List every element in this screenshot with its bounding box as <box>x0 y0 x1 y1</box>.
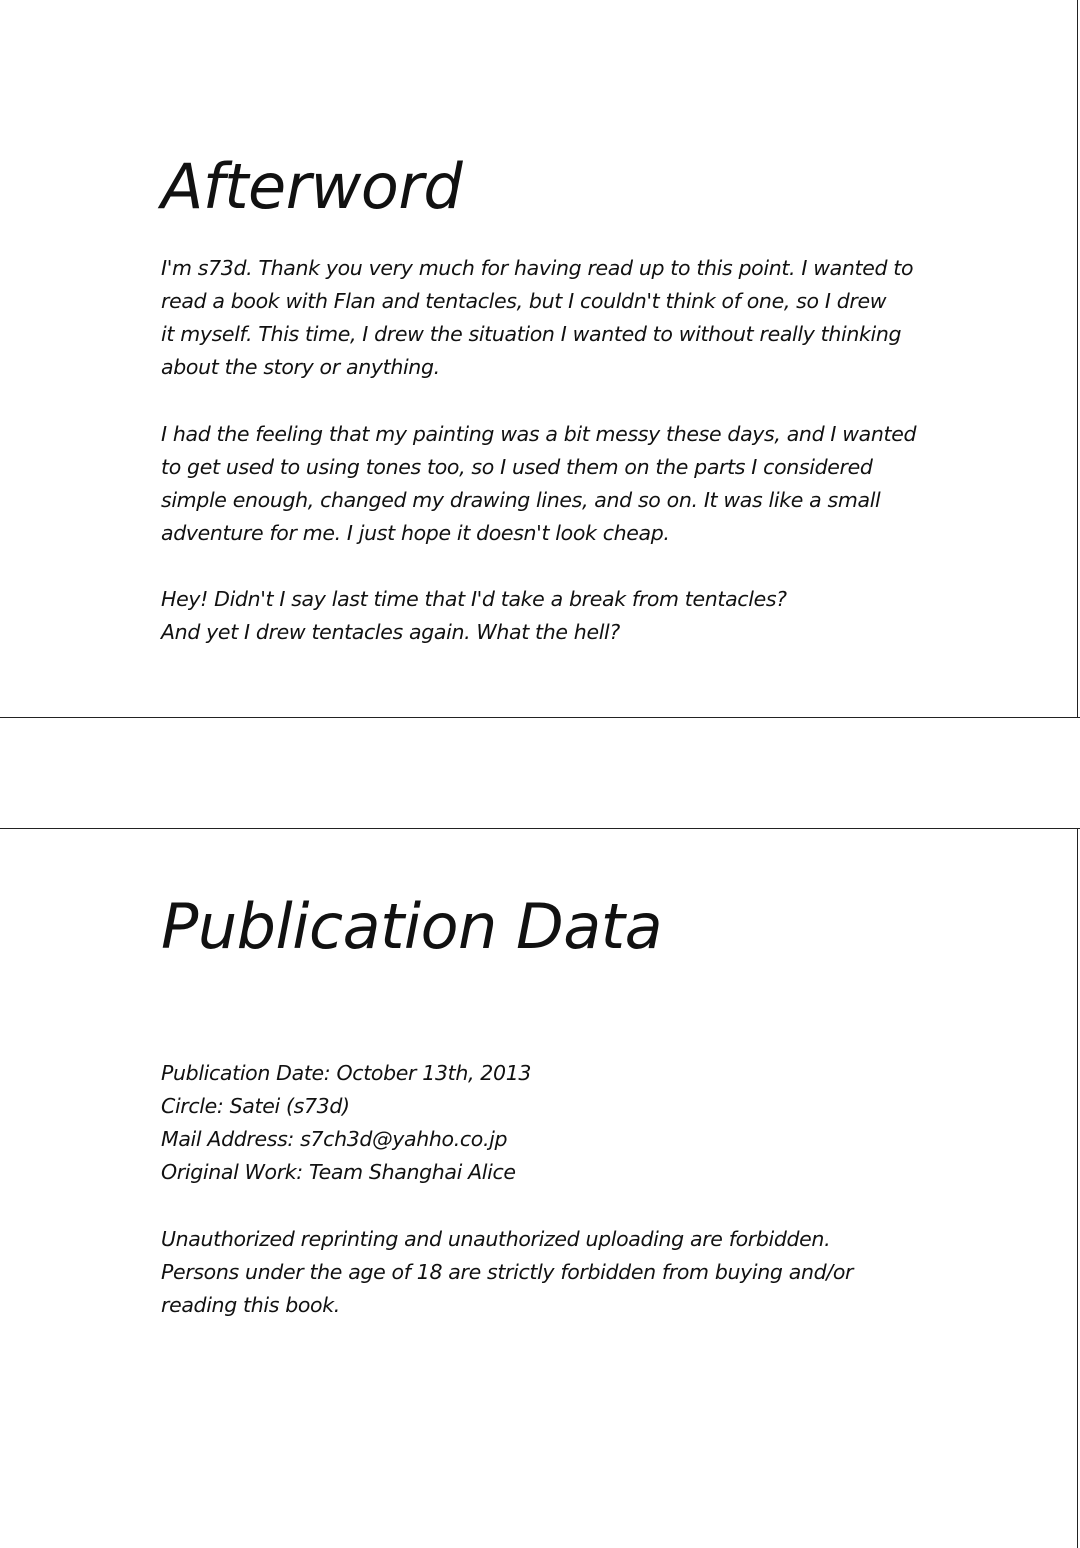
text-line: I'm s73d. Thank you very much for having read up to this point. I wanted to <box>161 256 914 280</box>
text-line: Unauthorized reprinting and unauthorized uploading are forbidden. <box>161 1227 831 1251</box>
afterword-paragraph-3 <box>161 583 921 649</box>
text-line: Persons under the age of 18 are strictly forbidden from buying and/or <box>161 1260 854 1284</box>
text-line: to get used to using tones too, so I used them on the parts I considered <box>161 455 873 479</box>
publication-details <box>161 1057 921 1189</box>
publication-notice <box>161 1223 921 1322</box>
publication-title: Publication Data <box>161 890 663 963</box>
text-line: reading this book. <box>161 1293 340 1317</box>
text-line: adventure for me. I just hope it doesn't look cheap. <box>161 521 670 545</box>
text-line: simple enough, changed my drawing lines, and so on. It was like a small <box>161 488 881 512</box>
text-line: about the story or anything. <box>161 355 440 379</box>
afterword-page <box>0 0 1080 718</box>
text-line: Hey! Didn't I say last time that I'd take a break from tentacles? <box>161 587 787 611</box>
page-edge-divider <box>0 717 1080 718</box>
page-edge-divider <box>0 828 1080 829</box>
publication-mail-address: Mail Address: s7ch3d@yahho.co.jp <box>161 1127 508 1151</box>
text-line: I had the feeling that my painting was a bit messy these days, and I wanted <box>161 422 917 446</box>
text-line: read a book with Flan and tentacles, but I couldn't think of one, so I drew <box>161 289 887 313</box>
page-edge-divider <box>1077 828 1078 1548</box>
afterword-title: Afterword <box>161 150 463 223</box>
page-gap <box>0 719 1080 827</box>
publication-original-work: Original Work: Team Shanghai Alice <box>161 1160 516 1184</box>
text-line: And yet I drew tentacles again. What the hell? <box>161 620 620 644</box>
afterword-paragraph-2 <box>161 418 921 550</box>
publication-date: Publication Date: October 13th, 2013 <box>161 1061 532 1085</box>
afterword-paragraph-1 <box>161 252 921 384</box>
page-edge-divider <box>1077 0 1078 718</box>
text-line: it myself. This time, I drew the situation I wanted to without really thinking <box>161 322 902 346</box>
publication-circle: Circle: Satei (s73d) <box>161 1094 350 1118</box>
